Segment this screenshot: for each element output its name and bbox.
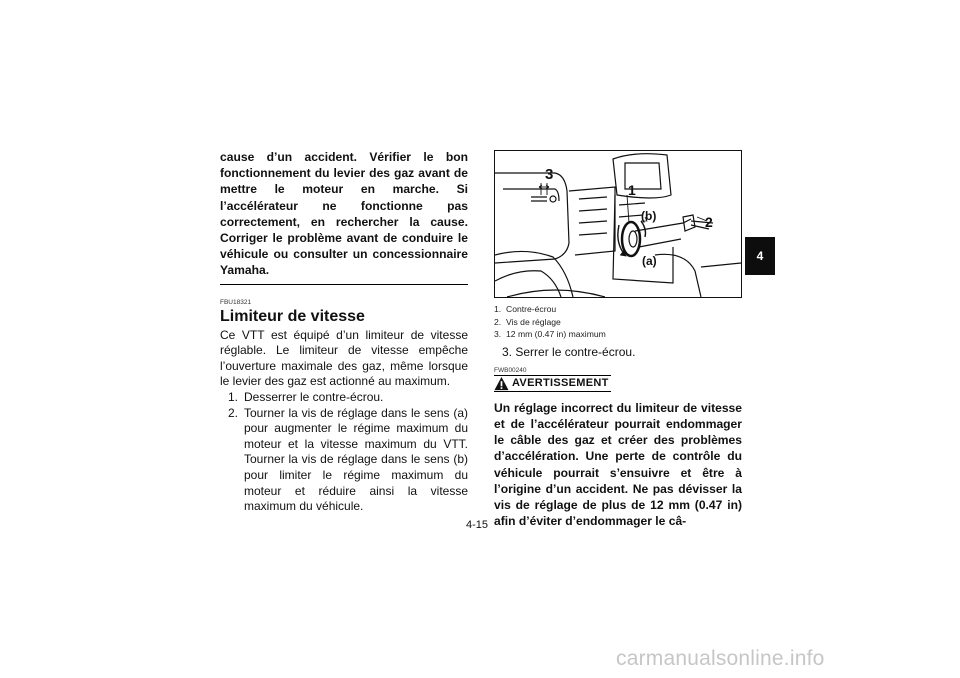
warning-triangle-icon [494,376,509,391]
legend-item: 1. Contre-écrou [494,304,557,314]
right-column [494,150,742,529]
figure-legend [494,303,742,341]
left-column [220,149,468,515]
continued-warning-text: cause d’un accident. Vérifier le bon fonctionnement du levier des gaz avant de mettre le moteur en marche. Si l’accélérateur ne fonctionne pas correctement, en rechercher la cause. Corriger le problème avant de conduire le véhicule ou consulter un concessionnaire Yamaha. [220,150,468,278]
warning-label: AVERTISSEMENT [512,377,609,390]
callout-1: 1 [628,182,636,198]
section-heading: Limiteur de vitesse [220,307,365,325]
callout-b: (b) [641,209,657,223]
warning-block [494,367,742,530]
warning-end-rule [220,284,468,285]
callout-a: (a) [642,254,657,268]
speed-limiter-illustration [494,150,742,298]
chapter-tab: 4 [745,237,775,275]
callout-3: 3 [545,166,554,183]
warning-code: FWB00240 [494,366,527,374]
step-list [220,390,468,515]
page-number: 4-15 [466,519,489,531]
list-item: 1. Desserrer le contre-écrou. [228,390,384,404]
warning-text: Un réglage incorrect du limiteur de vitesse et de l’accélérateur pourrait endommager le câble des gaz et créer des problèmes d’accélération. Une perte de contrôle du véhicule pourrait s’ensuivre et être à l’origine d’un accident. Ne pas dévisser la vis de réglage de plus de 12 mm (0.47 in) afin d’éviter d’endommager le câ- [494,400,742,529]
intro-paragraph: Ce VTT est équipé d’un limiteur de vitesse réglable. Le limiteur de vitesse empêche l’ouverture maximale des gaz, même lorsque le levier des gaz est actionné au maximum. [220,327,468,389]
section-code: FBU18321 [220,298,252,306]
watermark: carmanualsonline.info [616,647,825,670]
warning-header [494,375,611,392]
illustration-drawing [495,151,741,297]
legend-item: 2. Vis de réglage [494,316,561,327]
step-3: 3. Serrer le contre-écrou. [502,345,636,360]
list-item: 2. Tourner la vis de réglage dans le sens (a) pour augmenter le régime maximum du moteur et la vitesse maximum du VTT. Tourner la vis de réglage dans le sens (b) pour limiter le régime maximum du moteur et réduire ainsi la vitesse maximum du véhicule. [228,405,468,514]
legend-item: 3. 12 mm (0.47 in) maximum [494,329,606,340]
callout-2: 2 [705,214,713,230]
